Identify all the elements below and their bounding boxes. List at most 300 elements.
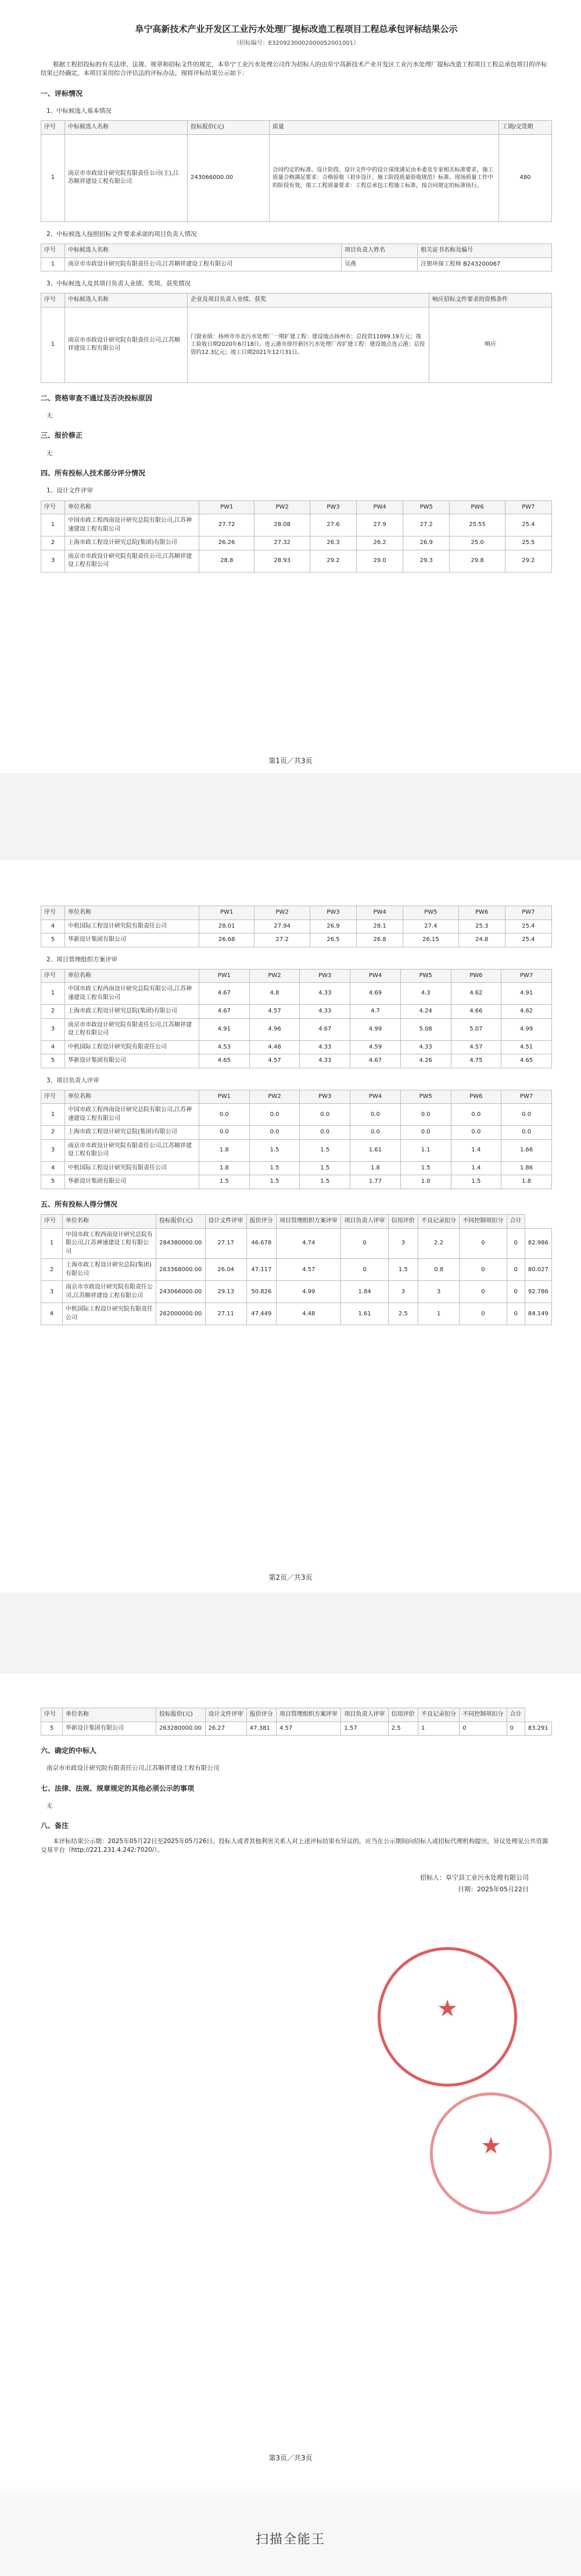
cell: 中国市政工程西南设计研究总院有限公司,江苏神速建设工程有限公司 (65, 983, 199, 1005)
table-header: PW1 (199, 906, 254, 920)
cell: 4.59 (350, 1040, 401, 1054)
candidate-table (41, 120, 552, 222)
page-2-content (41, 901, 552, 1325)
cell: 4.57 (277, 1722, 341, 1736)
cell: 4.57 (277, 1259, 341, 1281)
cell: 0.0 (400, 1104, 451, 1126)
table-header: 合计 (507, 1215, 525, 1229)
cell: 0 (507, 1259, 525, 1281)
table-header: 报价评分 (246, 1215, 276, 1229)
cell: 中机国际工程设计研究院有限责任公司 (63, 1303, 156, 1325)
cell: 中国市政工程西南设计研究总院有限公司,江苏神速建设工程有限公司 (65, 1104, 199, 1126)
cell: 26.04 (205, 1259, 246, 1281)
cell: 4.33 (300, 1005, 350, 1019)
cell: 上海市政工程设计研究总院(集团)有限公司 (65, 1005, 199, 1019)
cell: 南京市市政设计研究院有限责任公司,江苏顺祥建设工程有限公司 (65, 1139, 199, 1161)
table-row (41, 1722, 552, 1736)
table-row (41, 1303, 552, 1325)
table-row (41, 1175, 552, 1189)
cell: 中国市政工程西南设计研究总院有限公司,江苏神速建设工程有限公司 (63, 1228, 156, 1259)
page-2 (0, 860, 581, 1593)
table-row (41, 1259, 552, 1281)
cell: 4.96 (249, 1018, 300, 1040)
cell: 4.57 (249, 1054, 300, 1068)
table-header: 信用评价 (388, 1708, 418, 1722)
table-header: 序号 (41, 1708, 63, 1722)
table-header-row (41, 1708, 552, 1722)
cell: 28.1 (357, 920, 403, 933)
cell: 华新设计集团有限公司 (65, 1175, 199, 1189)
cell: 0.0 (350, 1126, 401, 1140)
design-score-table-p2 (41, 906, 552, 947)
section-8-heading: 八、备注 (41, 1822, 69, 1830)
cell: 响应 (429, 307, 552, 382)
cell: 4.33 (300, 1054, 350, 1068)
total-score-table-cont (41, 1708, 552, 1736)
cell: 29.2 (310, 550, 356, 572)
app-brand: 扫描全能王 (255, 2532, 325, 2547)
table-header: 项目负责人评审 (341, 1215, 388, 1229)
cell: 0.0 (249, 1126, 300, 1140)
cell: 4.65 (199, 1054, 250, 1068)
table-header: PW5 (403, 906, 458, 920)
cell: 0.0 (249, 1104, 300, 1126)
table-row (41, 1228, 552, 1259)
cell: 3 (41, 1281, 63, 1303)
cell: 合同约定的标准。设计阶段、设计文件中的设计深度满足由本委及专家相关标准要求，施工质量合格满足要求：合格验收（初步设计、施工阶段质量验收规范）标准。现场质量工作中的阶段有效，竣工工程质量要求：工程总承包工程施工标准，按合同规定的标准执行。 (270, 134, 499, 221)
cell: 上海市政工程设计研究总院(集团)有限公司 (65, 536, 199, 550)
table-row (41, 1054, 552, 1068)
cell: 4.33 (400, 1040, 451, 1054)
cell: 2 (41, 1126, 65, 1140)
cell: 29.2 (505, 550, 551, 572)
cell: 南京市市政设计研究院有限责任公司(主),江苏顺祥建设工程有限公司 (65, 134, 188, 221)
section-1-heading: 一、评标情况 (41, 89, 83, 98)
cell: 29.13 (205, 1281, 246, 1303)
cell: 5 (41, 1722, 63, 1736)
cell: 3 (41, 550, 65, 572)
cell: 25.0 (450, 536, 505, 550)
cell: 46.678 (246, 1228, 276, 1259)
cell: 1 (418, 1722, 459, 1736)
section-1-2-heading: 2、中标候选人按照招标文件要求承诺的项目负责人情况 (46, 230, 197, 238)
table-header: 中标候选人名称 (65, 244, 342, 258)
cell: 1.5 (451, 1175, 501, 1189)
mgmt-score-table (41, 969, 552, 1068)
section-1-3-heading: 3、中标候选人及其项目负责人业绩、奖项、获奖情况 (46, 280, 191, 288)
signer-org: 招标人：阜宁县工业污水处理有限公司 (420, 1874, 529, 1882)
section-2-heading: 二、资格审查不通过及否决投标原因 (41, 393, 153, 402)
cell: 27.2 (254, 933, 310, 947)
cell: 3 (41, 1139, 65, 1161)
table-header: PW4 (357, 906, 403, 920)
table-header: 项目负责人姓名 (342, 244, 418, 258)
cell: 243066000.00 (188, 134, 270, 221)
cell: 5 (41, 933, 65, 947)
cell: 25.4 (505, 920, 551, 933)
cell: 2.5 (388, 1303, 418, 1325)
table-body (41, 920, 552, 947)
cell: 27.94 (254, 920, 310, 933)
cell: 南京市市政设计研究院有限责任公司,江苏顺祥建设工程有限公司 (65, 307, 188, 382)
table-row (41, 1139, 552, 1161)
table-header: 项目管理组织方案评审 (277, 1708, 341, 1722)
table-header: PW6 (451, 1090, 501, 1104)
table-header: PW5 (400, 969, 451, 983)
cell: 0.0 (350, 1104, 401, 1126)
cell: 吴燕 (342, 257, 418, 271)
cell: 0 (460, 1303, 507, 1325)
cell: 1.4 (451, 1139, 501, 1161)
cell: 26.26 (199, 536, 254, 550)
table-header: 序号 (41, 500, 65, 514)
table-row (41, 1005, 552, 1019)
intro-paragraph: 根据工程招投标的有关法律、法规、规章和招标文件的规定，本阜宁工业污水处理公司作为招标人的由阜宁高新技术产业开发区工业污水处理厂提标改造工程项目工程总承包项目的评标结果已经确定，本项目采用综合评估法的评标办法，现将评标结果公示如下： (41, 61, 547, 77)
cell: 0.0 (400, 1126, 451, 1140)
table-header: PW5 (403, 500, 450, 514)
table-header: 不同控制项扣分 (460, 1215, 507, 1229)
cell: 0.0 (501, 1126, 552, 1140)
cell: 1.5 (249, 1139, 300, 1161)
cell: 1.57 (341, 1722, 388, 1736)
cell: 0.0 (199, 1104, 250, 1126)
cell: 4.8 (249, 983, 300, 1005)
table-row (41, 307, 552, 382)
cell: 27.4 (403, 920, 458, 933)
cell: 4 (41, 920, 65, 933)
design-score-table-p1 (41, 500, 552, 573)
cell: 2 (41, 536, 65, 550)
section-4-2-heading: 2、项目管理组织方案评审 (46, 956, 118, 963)
cell: 中机国际工程设计研究院有限责任公司 (65, 1040, 199, 1054)
cell: 4.48 (277, 1303, 341, 1325)
cell: 1 (41, 1104, 65, 1126)
cell: 4.69 (350, 983, 401, 1005)
seal-star-icon: ★ (437, 1995, 458, 2022)
table-header: 中标候选人名称 (65, 121, 188, 135)
table-header: 项目负责人评审 (341, 1708, 388, 1722)
cell: 0 (507, 1228, 525, 1259)
cell: 1 (41, 1228, 63, 1259)
cell: 92.786 (525, 1281, 551, 1303)
cell: 2.2 (418, 1228, 459, 1259)
table-header: PW3 (310, 500, 356, 514)
secondary-seal-stamp (430, 2092, 552, 2214)
table-header: PW2 (249, 1090, 300, 1104)
cell: 门窗业绩：扬州市市北污水处理厂一期扩建工程：建设地点扬州市；总投资11099.19万元；竣工验收日期2020年6月18日。连云港市徐圩新区污水处理厂改扩建工程：建设地点连云港；总投资约12.3亿元；竣工日期2021年12月31日。 (188, 307, 429, 382)
cell: 243066000.00 (156, 1281, 206, 1303)
section-7-body: 无 (46, 1802, 53, 1809)
table-row (41, 257, 552, 271)
cell: 4.75 (451, 1054, 501, 1068)
cell: 3 (418, 1281, 459, 1303)
cell: 南京市市政设计研究院有限责任公司,江苏顺祥建设工程有限公司 (65, 257, 342, 271)
cell: 82.986 (525, 1228, 551, 1259)
cell: 27.9 (357, 514, 403, 536)
cell: 0 (460, 1722, 507, 1736)
cell: 上海市政工程设计研究总院(集团)有限公司 (65, 1126, 199, 1140)
cell: 1.5 (388, 1259, 418, 1281)
sign-date: 日期：2025年05月22日 (458, 1885, 529, 1893)
table-row (41, 550, 552, 572)
cell: 4.51 (501, 1040, 552, 1054)
cell: 注册环保工程师 B243200067 (418, 257, 552, 271)
page-3 (0, 1674, 581, 2488)
cell: 26.68 (199, 933, 254, 947)
cell: 0.0 (199, 1126, 250, 1140)
cell: 4.74 (277, 1228, 341, 1259)
page-number: 第1页／共3页 (268, 757, 313, 765)
section-7-heading: 七、法律、法规、规章规定的其他必须公示的事项 (41, 1784, 195, 1793)
cell: 华新设计集团有限公司 (63, 1722, 156, 1736)
cell: 3 (41, 1018, 65, 1040)
table-header: 序号 (41, 906, 65, 920)
cell: 1.1 (400, 1139, 451, 1161)
cell: 4.57 (249, 1005, 300, 1019)
page-gap (0, 1593, 581, 1674)
cell: 4.67 (199, 1005, 250, 1019)
table-header: PW3 (300, 969, 350, 983)
table-header-row (41, 294, 552, 307)
cell: 1.5 (249, 1175, 300, 1189)
table-row (41, 1018, 552, 1040)
cell: 5 (41, 1175, 65, 1189)
cell: 3 (388, 1281, 418, 1303)
cell: 1.5 (300, 1139, 350, 1161)
cell: 26.27 (205, 1722, 246, 1736)
cell: 1.61 (350, 1139, 401, 1161)
table-header: PW2 (254, 500, 310, 514)
cell: 1.5 (400, 1161, 451, 1175)
cell: 47.381 (246, 1722, 276, 1736)
table-header: 单位名称 (65, 500, 199, 514)
cell: 4.65 (501, 1054, 552, 1068)
cell: 4.67 (300, 1018, 350, 1040)
cell: 27.6 (310, 514, 356, 536)
page-number: 第2页／共3页 (268, 1573, 313, 1582)
cell: 4 (41, 1303, 63, 1325)
cell: 5.07 (451, 1018, 501, 1040)
cell: 84.149 (525, 1303, 551, 1325)
cell: 4.33 (300, 983, 350, 1005)
cell: 26.15 (403, 933, 458, 947)
cell: 4 (41, 1040, 65, 1054)
cell: 4.33 (300, 1040, 350, 1054)
table-header: 单位名称 (63, 1708, 156, 1722)
table-header: 单位名称 (65, 969, 199, 983)
cell: 0.0 (300, 1104, 350, 1126)
table-header: PW1 (199, 1090, 250, 1104)
table-header: 响应招标文件要求的资格条件 (429, 294, 552, 307)
cell: 0 (507, 1303, 525, 1325)
cell: 28.08 (254, 514, 310, 536)
table-header: PW4 (350, 1090, 401, 1104)
cell: 4.24 (400, 1005, 451, 1019)
page-gap (0, 773, 581, 860)
cell: 0 (507, 1722, 525, 1736)
cell: 4.48 (249, 1040, 300, 1054)
leader-score-table (41, 1090, 552, 1189)
cell: 25.4 (505, 514, 551, 536)
cell: 4.53 (199, 1040, 250, 1054)
cell: 1.86 (501, 1161, 552, 1175)
cell: 26.8 (357, 933, 403, 947)
table-header: PW1 (199, 969, 250, 983)
seal-star-icon: ★ (480, 2133, 501, 2159)
cell: 4.99 (277, 1281, 341, 1303)
cell: 1.4 (451, 1161, 501, 1175)
table-header: 不良记录扣分 (418, 1215, 459, 1229)
cell: 1.8 (350, 1161, 401, 1175)
cell: 28.01 (199, 920, 254, 933)
cell: 0 (460, 1281, 507, 1303)
table-header: PW4 (357, 500, 403, 514)
page-3-content (41, 1703, 552, 1895)
cell: 27.72 (199, 514, 254, 536)
bid-number: （招标编号：E3209230002000052001001） (233, 40, 360, 46)
cell: 0.0 (300, 1126, 350, 1140)
table-body (41, 1104, 552, 1189)
cell: 24.8 (458, 933, 505, 947)
cell: 4.3 (400, 983, 451, 1005)
section-3-heading: 三、报价修正 (41, 431, 83, 440)
cell: 4.99 (501, 1018, 552, 1040)
cell: 4.62 (501, 1005, 552, 1019)
cell: 262000000.00 (156, 1303, 206, 1325)
cell: 4.62 (451, 983, 501, 1005)
cell: 1.8 (199, 1139, 250, 1161)
cell: 中国市政工程西南设计研究总院有限公司,江苏神速建设工程有限公司 (65, 514, 199, 536)
table-header: 合计 (507, 1708, 525, 1722)
cell: 1.66 (501, 1139, 552, 1161)
cell: 2 (41, 1259, 63, 1281)
cell: 480 (499, 134, 552, 221)
table-body (41, 1228, 552, 1325)
cell: 25.5 (505, 536, 551, 550)
table-header: 信用评价 (388, 1215, 418, 1229)
cell: 26.2 (357, 536, 403, 550)
table-header: PW4 (350, 969, 401, 983)
table-row (41, 134, 552, 221)
cell: 0 (460, 1228, 507, 1259)
table-row (41, 1040, 552, 1054)
table-header: 设计文件评审 (205, 1215, 246, 1229)
table-header-row (41, 1090, 552, 1104)
table-header: PW3 (300, 1090, 350, 1104)
cell: 4 (41, 1161, 65, 1175)
performance-table (41, 293, 552, 383)
official-seal-stamp (378, 1947, 517, 2087)
table-header: 项目管理组织方案评审 (277, 1215, 341, 1229)
cell: 0.8 (418, 1259, 459, 1281)
table-header: 序号 (41, 244, 65, 258)
table-header: 企业及项目负责人业绩、获奖 (188, 294, 429, 307)
table-header: 中标候选人名称 (65, 294, 188, 307)
cell: 284380000.00 (156, 1228, 206, 1259)
table-header: 设计文件评审 (205, 1708, 246, 1722)
table-row (41, 514, 552, 536)
table-row (41, 920, 552, 933)
table-header: PW6 (458, 906, 505, 920)
cell: 4.57 (451, 1040, 501, 1054)
table-row (41, 1126, 552, 1140)
cell: 50.826 (246, 1281, 276, 1303)
table-header: 工期/交货期 (499, 121, 552, 135)
cell: 27.11 (205, 1303, 246, 1325)
table-row (41, 1281, 552, 1303)
table-header: PW7 (501, 1090, 552, 1104)
table-row (41, 1104, 552, 1126)
cell: 0 (341, 1228, 388, 1259)
cell: 4.7 (350, 1005, 401, 1019)
cell: 1 (41, 257, 65, 271)
table-header: 投标报价(元) (188, 121, 270, 135)
cell: 1.5 (249, 1161, 300, 1175)
cell: 4.91 (199, 1018, 250, 1040)
cell: 南京市市政设计研究院有限责任公司,江苏顺祥建设工程有限公司 (65, 550, 199, 572)
cell: 80.027 (525, 1259, 551, 1281)
table-header: 投标报价(元) (156, 1708, 206, 1722)
table-header: 不良记录扣分 (418, 1708, 459, 1722)
cell: 1.5 (300, 1161, 350, 1175)
cell: 263280000.00 (156, 1722, 206, 1736)
cell: 5 (41, 1054, 65, 1068)
table-header: PW7 (505, 906, 551, 920)
section-8-body: 本评标结果公示期：2025年05月22日至2025年05月26日。投标人或者其他利害关系人对上述评标结果有异议的，应当在公示期间向招标人或招标代理机构提出，异议处理见公共资源交易平台（http://221.231.4.242:7020/）。 (41, 1837, 548, 1854)
cell: 1 (41, 307, 65, 382)
section-2-body: 无 (46, 412, 53, 420)
page-1 (0, 0, 581, 773)
cell: 47.117 (246, 1259, 276, 1281)
cell: 47.449 (246, 1303, 276, 1325)
signature-block (41, 1872, 552, 1895)
cell: 1.84 (341, 1281, 388, 1303)
cell: 25.4 (505, 933, 551, 947)
cell: 29.3 (403, 550, 450, 572)
cell: 4.67 (350, 1054, 401, 1068)
table-header: 序号 (41, 969, 65, 983)
cell: 26.5 (310, 933, 356, 947)
cell: 1.0 (400, 1175, 451, 1189)
table-header: 序号 (41, 121, 65, 135)
table-row (41, 1161, 552, 1175)
table-header: 相关证书名称及编号 (418, 244, 552, 258)
table-header-row (41, 969, 552, 983)
cell: 中机国际工程设计研究院有限责任公司 (65, 920, 199, 933)
table-header: PW7 (501, 969, 552, 983)
table-header-row (41, 500, 552, 514)
cell: 南京市市政设计研究院有限责任公司,江苏顺祥建设工程有限公司 (65, 1018, 199, 1040)
table-header: PW5 (400, 1090, 451, 1104)
table-header: 序号 (41, 1090, 65, 1104)
cell: 83.291 (525, 1722, 551, 1736)
table-header: PW6 (451, 969, 501, 983)
cell: 4.67 (199, 983, 250, 1005)
table-body (41, 514, 552, 573)
cell: 1.5 (300, 1175, 350, 1189)
cell: 1 (41, 134, 65, 221)
cell: 华新设计集团有限公司 (65, 933, 199, 947)
table-header-row (41, 906, 552, 920)
table-row (41, 933, 552, 947)
cell: 263368000.00 (156, 1259, 206, 1281)
cell: 26.9 (403, 536, 450, 550)
cell: 2.5 (388, 1722, 418, 1736)
cell: 上海市政工程设计研究总院(集团)有限公司 (63, 1259, 156, 1281)
cell: 28.93 (254, 550, 310, 572)
table-body (41, 983, 552, 1068)
cell: 华新设计集团有限公司 (65, 1054, 199, 1068)
